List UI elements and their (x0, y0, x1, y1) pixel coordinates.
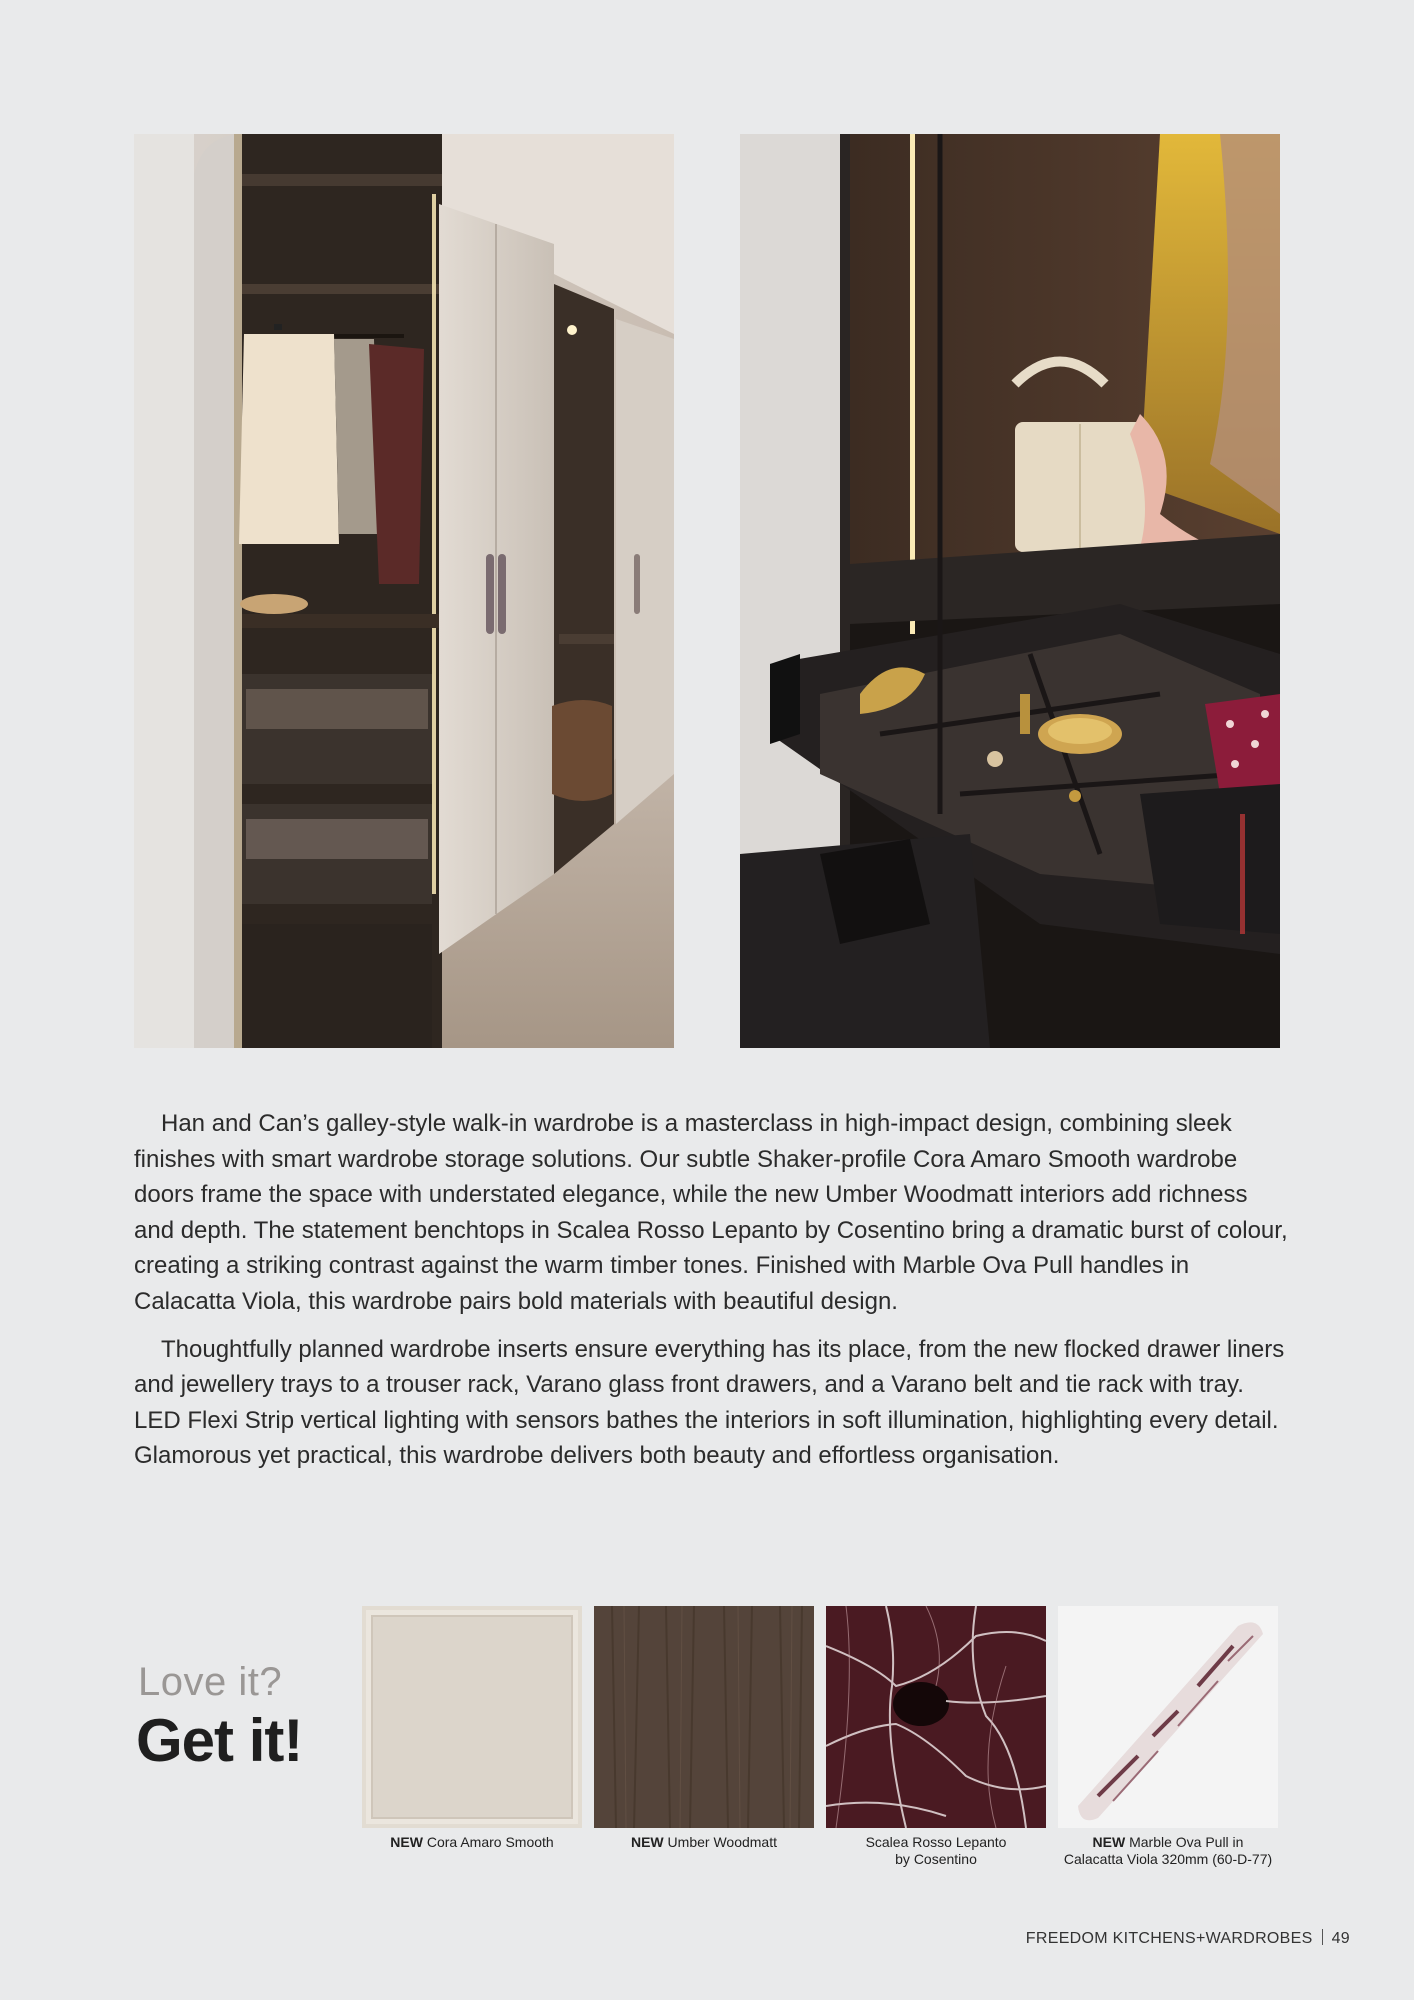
new-tag: NEW (1092, 1834, 1126, 1850)
page-number: 49 (1331, 1930, 1350, 1947)
swatch-caption-1 (362, 1834, 582, 1851)
marble-swatch-image (826, 1606, 1046, 1828)
swatch-caption-4 (1050, 1834, 1286, 1868)
swatch-cora-amaro-smooth (362, 1606, 582, 1828)
wardrobe-illustration (134, 134, 674, 1048)
swatch-scalea-rosso-lepanto (826, 1606, 1046, 1828)
swatch-caption-2 (594, 1834, 814, 1851)
love-it-heading: Love it? (138, 1660, 283, 1704)
swatch-label-line-1: Scalea Rosso Lepanto (865, 1834, 1007, 1850)
footer-divider (1322, 1929, 1323, 1945)
page-footer (1026, 1929, 1350, 1948)
footer-brand: FREEDOM KITCHENS+WARDROBES (1025, 1930, 1313, 1947)
get-it-heading: Get it! (136, 1707, 303, 1774)
body-paragraph-1: Han and Can’s galley-style walk-in wardrobe is a masterclass in high-impact design, combining sleek finishes with smart wardrobe storage solutions. Our subtle Shaker-profile Cora Amaro Smooth wardrobe doors frame the space with understated elegance, while the new Umber Woodmatt interiors add richness and depth. The statement benchtops in Scalea Rosso Lepanto by Cosentino bring a dramatic burst of colour, creating a striking contrast against the warm timber tones. Finished with Marble Ova Pull handles in Calacatta Viola, this wardrobe pairs bold materials with beautiful design. (134, 1110, 1288, 1315)
drawer-photo-right (740, 134, 1280, 1048)
body-text (134, 1106, 1294, 1486)
wardrobe-photo-left (134, 134, 674, 1048)
body-paragraph-2: Thoughtfully planned wardrobe inserts ensure everything has its place, from the new flocked drawer liners and jewellery trays to a trouser rack, Varano glass front drawers, and a Varano belt and tie rack with tray. LED Flexi Strip vertical lighting with sensors bathes the interiors in soft illumination, highlighting every detail. Glamorous yet practical, this wardrobe delivers both beauty and effortless organisation. (134, 1335, 1285, 1470)
drawer-illustration (740, 134, 1280, 1048)
swatch-label: Umber Woodmatt (667, 1834, 777, 1850)
new-tag: NEW (390, 1834, 423, 1850)
handle-swatch-image (1058, 1606, 1278, 1828)
swatch-marble-ova-pull (1058, 1606, 1278, 1828)
swatch-caption-3 (826, 1834, 1046, 1868)
new-tag: NEW (630, 1834, 664, 1850)
door-swatch-image (362, 1606, 582, 1828)
wood-swatch-image (594, 1606, 814, 1828)
swatch-umber-woodmatt (594, 1606, 814, 1828)
swatch-label: Cora Amaro Smooth (426, 1834, 554, 1850)
swatch-label-line-2: Calacatta Viola 320mm (60-D-77) (1063, 1851, 1273, 1867)
swatch-label-line-1: Marble Ova Pull in (1129, 1834, 1244, 1850)
swatch-label-line-2: by Cosentino (895, 1851, 977, 1867)
